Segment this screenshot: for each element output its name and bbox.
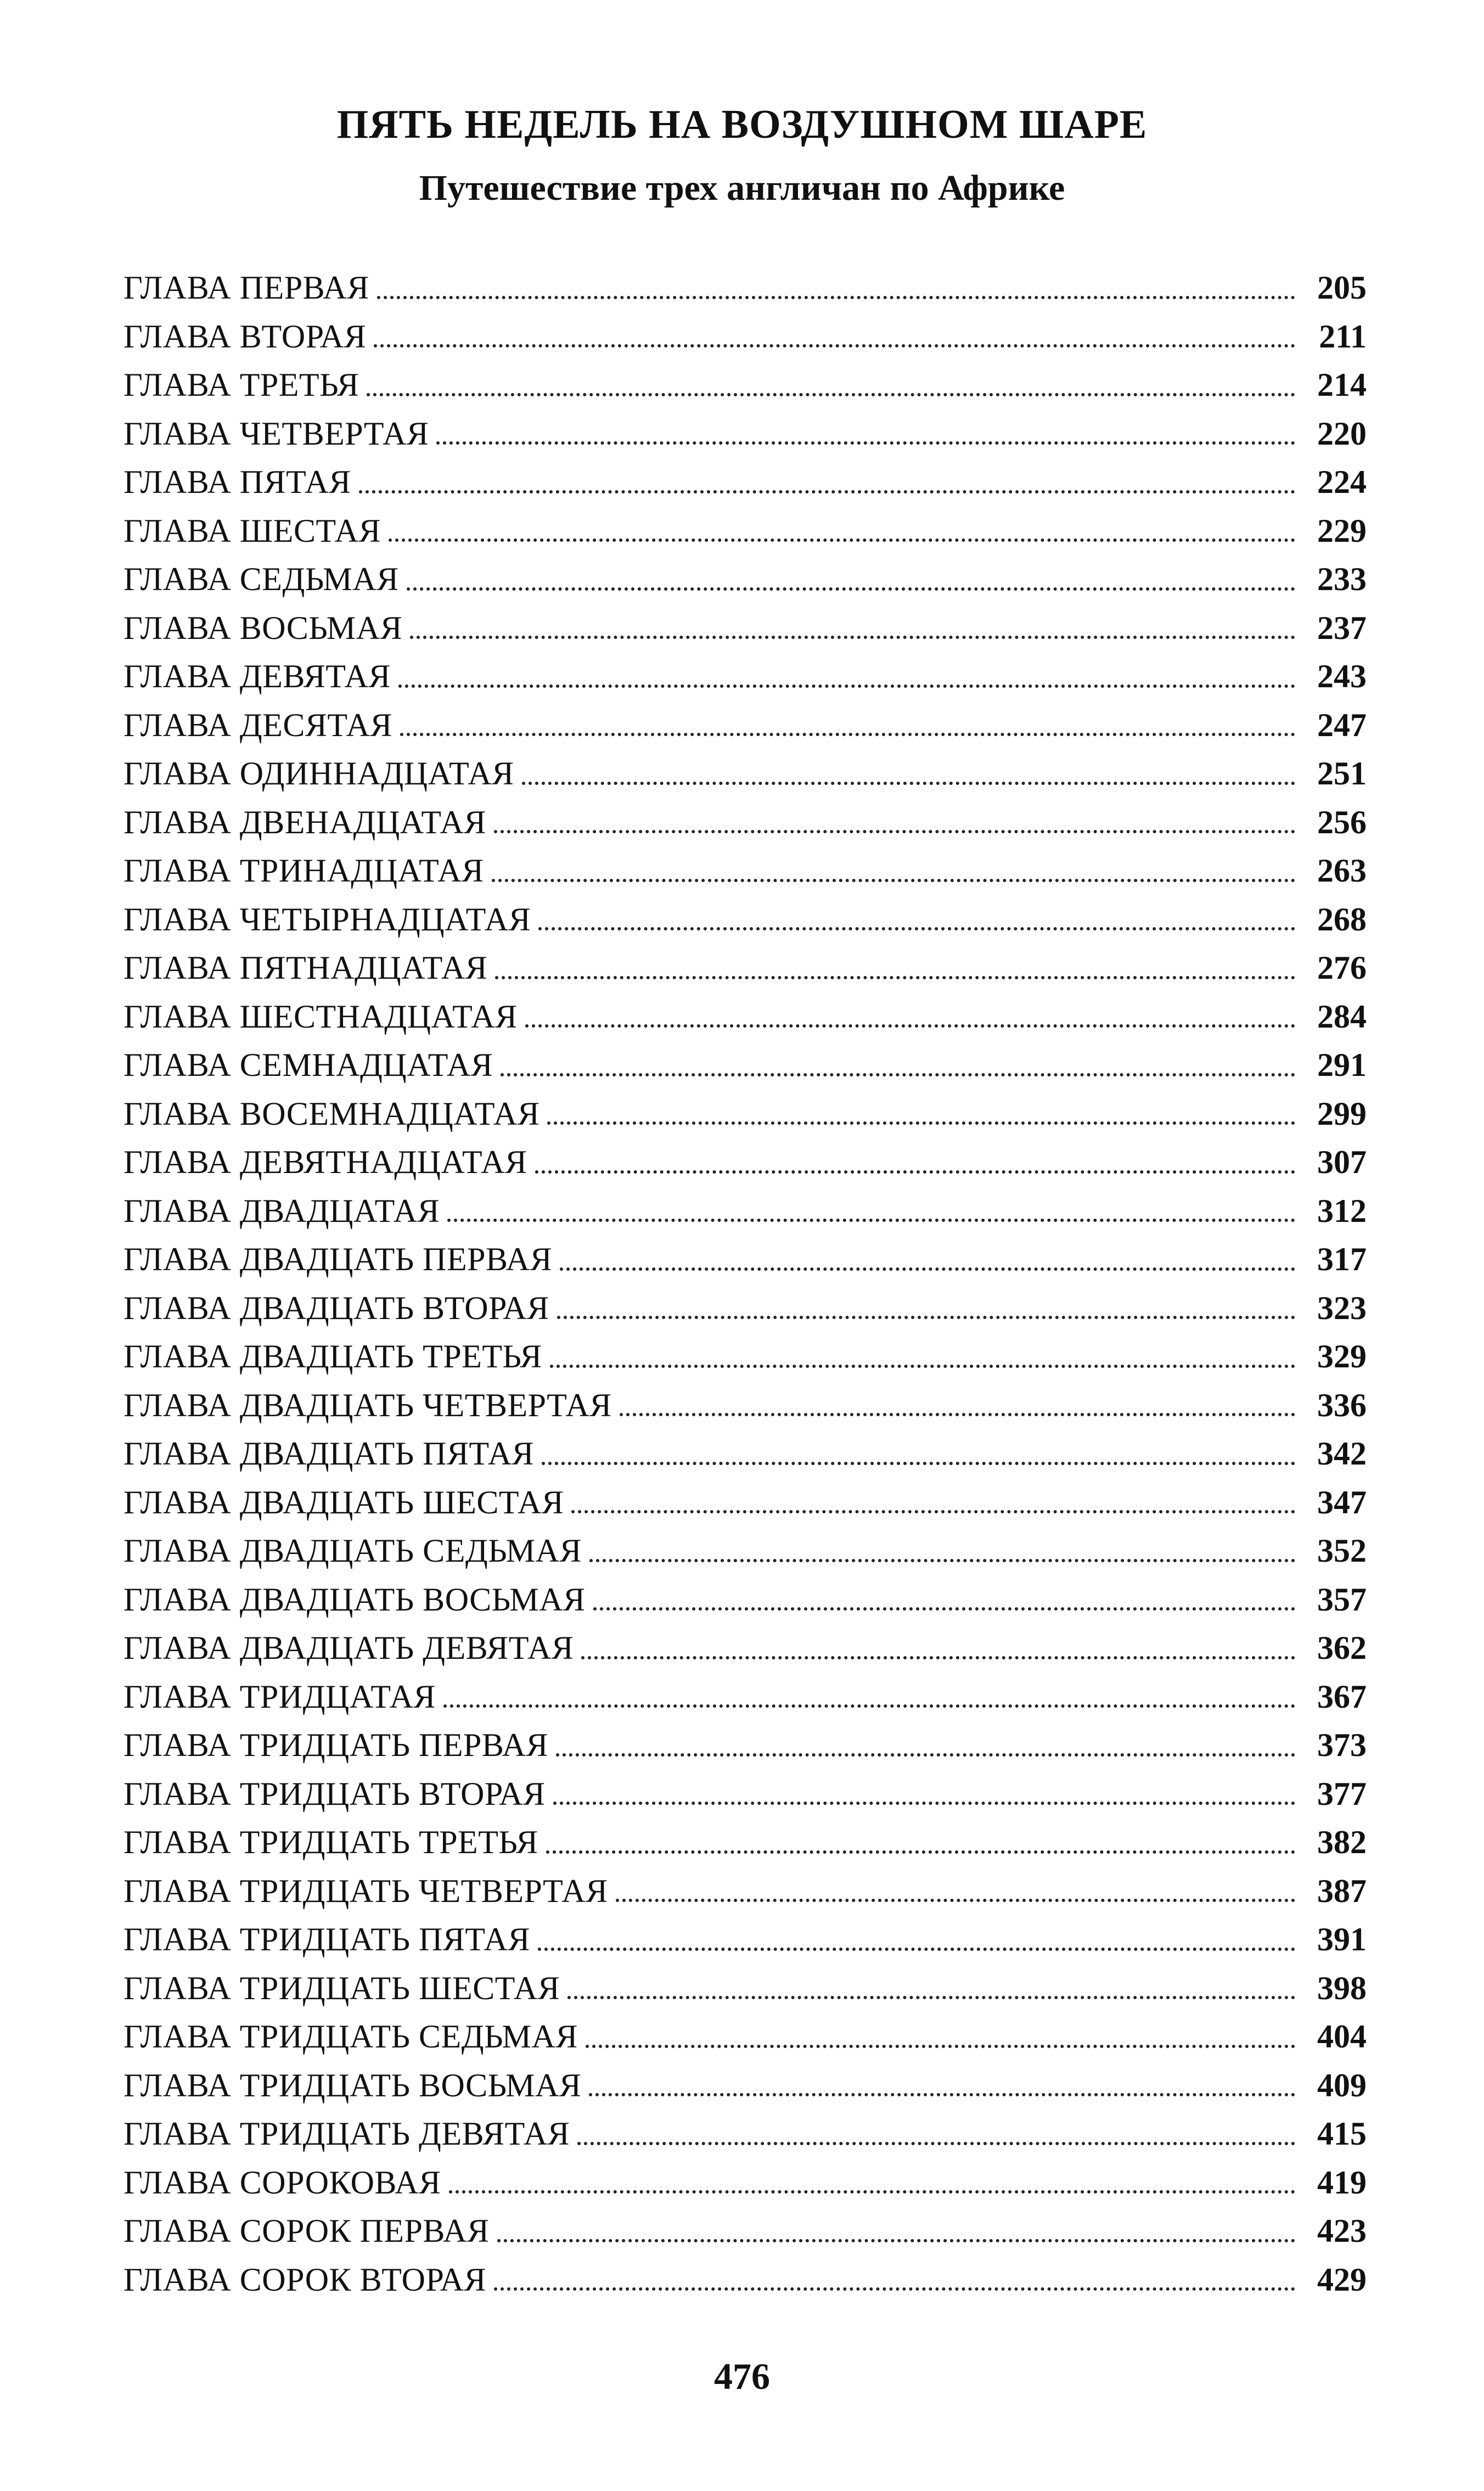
dot-leader [589, 1527, 1295, 1575]
dot-leader [571, 1478, 1295, 1527]
toc-entry-label: ГЛАВА ДВАДЦАТЬ ПЯТАЯ [123, 1435, 535, 1472]
toc-entry[interactable] [123, 2207, 1367, 2256]
toc-entry[interactable] [123, 652, 1367, 701]
toc-entry-label: ГЛАВА ШЕСТАЯ [123, 512, 381, 549]
toc-entry[interactable] [123, 1478, 1367, 1527]
toc-entry-page: 391 [1317, 1921, 1367, 1957]
dot-leader [449, 2158, 1296, 2207]
book-subtitle: Путешествие трех англичан по Африке [419, 168, 1065, 208]
toc-entry-page: 214 [1317, 367, 1367, 403]
toc-entry-label: ГЛАВА ПЯТНАДЦАТАЯ [123, 950, 488, 986]
dot-leader [547, 1090, 1295, 1138]
toc-entry-label: ГЛАВА ПЕРВАЯ [123, 270, 369, 306]
toc-entry[interactable] [123, 1235, 1367, 1284]
toc-entry[interactable] [123, 604, 1367, 653]
dot-leader [374, 312, 1295, 361]
toc-entry-label: ГЛАВА СОРОК ВТОРАЯ [123, 2261, 487, 2298]
toc-entry-label: ГЛАВА ПЯТАЯ [123, 464, 351, 500]
toc-entry-page: 220 [1317, 415, 1367, 452]
toc-entry-label: ГЛАВА ТРИДЦАТЬ ТРЕТЬЯ [123, 1824, 538, 1860]
toc-entry-page: 247 [1317, 706, 1367, 743]
toc-entry-page: 237 [1317, 609, 1367, 646]
toc-entry-label: ГЛАВА СЕДЬМАЯ [123, 561, 399, 597]
toc-entry[interactable] [123, 1673, 1367, 1721]
dot-leader [522, 749, 1295, 798]
dot-leader [495, 944, 1295, 992]
toc-entry-page: 251 [1317, 755, 1367, 792]
toc-entry[interactable] [123, 1090, 1367, 1138]
dot-leader [367, 361, 1295, 409]
toc-entry-page: 233 [1317, 561, 1367, 597]
toc-entry[interactable] [123, 409, 1367, 458]
toc-entry[interactable] [123, 555, 1367, 604]
dot-leader [586, 2012, 1295, 2061]
toc-entry-page: 404 [1317, 2018, 1367, 2055]
toc-entry[interactable] [123, 2012, 1367, 2061]
toc-entry-label: ГЛАВА ТРИДЦАТЬ СЕДЬМАЯ [123, 2018, 578, 2055]
toc-entry-label: ГЛАВА ТРИДЦАТЬ ДЕВЯТАЯ [123, 2116, 570, 2152]
toc-entry-label: ГЛАВА ДВАДЦАТЬ ВТОРАЯ [123, 1289, 549, 1326]
toc-entry-page: 382 [1317, 1824, 1367, 1860]
toc-entry-label: ГЛАВА ЧЕТЫРНАДЦАТАЯ [123, 901, 531, 938]
toc-entry[interactable] [123, 2256, 1367, 2304]
toc-entry-label: ГЛАВА ТРИДЦАТЬ ВОСЬМАЯ [123, 2067, 582, 2103]
toc-entry-page: 362 [1317, 1630, 1367, 1666]
dot-leader [359, 458, 1295, 507]
dot-leader [494, 2256, 1295, 2304]
toc-entry[interactable] [123, 312, 1367, 361]
toc-entry-label: ГЛАВА СОРОКОВАЯ [123, 2164, 441, 2201]
toc-entry-label: ГЛАВА ТРЕТЬЯ [123, 367, 359, 403]
dot-leader [542, 1429, 1295, 1478]
toc-entry-label: ГЛАВА ДЕВЯТНАДЦАТАЯ [123, 1144, 527, 1180]
toc-entry[interactable] [123, 944, 1367, 992]
toc-entry-label: ГЛАВА ДВАДЦАТЬ ДЕВЯТАЯ [123, 1630, 574, 1666]
toc-entry-label: ГЛАВА ДВАДЦАТЬ ВОСЬМАЯ [123, 1581, 586, 1618]
toc-entry[interactable] [123, 2110, 1367, 2158]
dot-leader [389, 507, 1295, 556]
toc-entry[interactable] [123, 1527, 1367, 1575]
dot-leader [616, 1867, 1295, 1916]
toc-entry[interactable] [123, 701, 1367, 750]
toc-entry-page: 268 [1317, 901, 1367, 938]
toc-entry-label: ГЛАВА ВТОРАЯ [123, 318, 367, 355]
dot-leader [557, 1284, 1295, 1333]
dot-leader [447, 1187, 1295, 1236]
toc-entry-label: ГЛАВА ДВАДЦАТЬ ШЕСТАЯ [123, 1484, 564, 1521]
dot-leader [398, 652, 1295, 701]
dot-leader [538, 895, 1295, 944]
dot-leader [436, 409, 1295, 458]
dot-leader [407, 555, 1295, 604]
toc-entry-label: ГЛАВА ТРИДЦАТЬ ВТОРАЯ [123, 1775, 546, 1812]
toc-entry-label: ГЛАВА ВОСЬМАЯ [123, 609, 403, 646]
dot-leader [581, 1624, 1295, 1673]
toc-entry-label: ГЛАВА ЧЕТВЕРТАЯ [123, 415, 429, 452]
toc-entry-label: ГЛАВА ДВАДЦАТЬ ПЕРВАЯ [123, 1241, 553, 1277]
toc-entry-label: ГЛАВА ДЕСЯТАЯ [123, 706, 392, 743]
dot-leader [560, 1235, 1295, 1284]
toc-entry-page: 284 [1317, 998, 1367, 1035]
dot-leader [567, 1964, 1295, 2013]
toc-entry[interactable] [123, 507, 1367, 556]
toc-entry-label: ГЛАВА ШЕСТНАДЦАТАЯ [123, 998, 518, 1035]
dot-leader [538, 1915, 1295, 1964]
toc-entry-label: ГЛАВА СЕМНАДЦАТАЯ [123, 1047, 493, 1083]
toc-entry-label: ГЛАВА ТРИДЦАТЬ ЧЕТВЕРТАЯ [123, 1872, 608, 1909]
toc-entry-page: 342 [1317, 1435, 1367, 1472]
toc-entry-page: 415 [1317, 2116, 1367, 2152]
toc-entry-label: ГЛАВА ТРИНАДЦАТАЯ [123, 852, 484, 889]
toc-entry-label: ГЛАВА ТРИДЦАТЬ ПЕРВАЯ [123, 1727, 548, 1763]
toc-entry-label: ГЛАВА ТРИДЦАТАЯ [123, 1678, 436, 1715]
toc-entry-page: 211 [1319, 318, 1367, 355]
dot-leader [497, 2207, 1295, 2256]
toc-entry-page: 256 [1317, 804, 1367, 840]
toc-entry-page: 329 [1317, 1338, 1367, 1374]
toc-entry-page: 224 [1317, 464, 1367, 500]
dot-leader [377, 263, 1295, 312]
toc-entry-page: 352 [1317, 1533, 1367, 1569]
toc-entry-page: 357 [1317, 1581, 1367, 1618]
toc-entry[interactable] [123, 798, 1367, 847]
toc-entry[interactable] [123, 1721, 1367, 1770]
toc-entry-page: 229 [1317, 512, 1367, 549]
toc-entry[interactable] [123, 992, 1367, 1041]
toc-entry-label: ГЛАВА ВОСЕМНАДЦАТАЯ [123, 1095, 540, 1132]
dot-leader [553, 1770, 1296, 1819]
dot-leader [620, 1381, 1295, 1430]
table-of-contents [123, 263, 1367, 2304]
toc-entry[interactable] [123, 1187, 1367, 1236]
toc-entry-page: 409 [1317, 2067, 1367, 2103]
dot-leader [492, 846, 1295, 895]
toc-entry-label: ГЛАВА ТРИДЦАТЬ ПЯТАЯ [123, 1921, 530, 1957]
toc-entry[interactable] [123, 1964, 1367, 2013]
toc-entry-label: ГЛАВА ДВАДЦАТАЯ [123, 1192, 440, 1229]
dot-leader [494, 798, 1295, 847]
toc-entry-label: ГЛАВА ОДИННАДЦАТАЯ [123, 755, 514, 792]
toc-entry[interactable] [123, 749, 1367, 798]
toc-entry-page: 243 [1317, 658, 1367, 694]
toc-entry-label: ГЛАВА ДВАДЦАТЬ ТРЕТЬЯ [123, 1338, 542, 1374]
toc-entry-label: ГЛАВА ДЕВЯТАЯ [123, 658, 391, 694]
toc-entry[interactable] [123, 361, 1367, 409]
toc-entry-page: 276 [1317, 950, 1367, 986]
toc-entry-page: 323 [1317, 1289, 1367, 1326]
toc-entry[interactable] [123, 1770, 1367, 1819]
dot-leader [589, 2061, 1295, 2110]
toc-entry-page: 377 [1317, 1775, 1367, 1812]
book-title: ПЯТЬ НЕДЕЛЬ НА ВОЗДУШНОМ ШАРЕ [336, 102, 1148, 147]
toc-entry-page: 307 [1317, 1144, 1367, 1180]
toc-entry-page: 347 [1317, 1484, 1367, 1521]
toc-entry-page: 373 [1317, 1727, 1367, 1763]
toc-entry[interactable] [123, 1818, 1367, 1867]
dot-leader [535, 1138, 1295, 1187]
toc-entry-page: 419 [1317, 2164, 1367, 2201]
toc-entry-page: 317 [1317, 1241, 1367, 1277]
toc-entry[interactable] [123, 846, 1367, 895]
dot-leader [410, 604, 1295, 653]
toc-entry-page: 398 [1317, 1970, 1367, 2006]
toc-entry-label: ГЛАВА ДВАДЦАТЬ СЕДЬМАЯ [123, 1533, 582, 1569]
toc-entry-page: 336 [1317, 1387, 1367, 1423]
dot-leader [501, 1041, 1295, 1090]
toc-entry-label: ГЛАВА СОРОК ПЕРВАЯ [123, 2213, 490, 2249]
toc-entry[interactable] [123, 263, 1367, 312]
toc-entry[interactable] [123, 1332, 1367, 1381]
dot-leader [556, 1721, 1295, 1770]
toc-entry[interactable] [123, 1429, 1367, 1478]
toc-entry[interactable] [123, 1915, 1367, 1964]
toc-entry[interactable] [123, 1575, 1367, 1624]
toc-entry[interactable] [123, 1867, 1367, 1916]
toc-entry[interactable] [123, 1138, 1367, 1187]
toc-entry-page: 291 [1317, 1047, 1367, 1083]
toc-entry-page: 312 [1317, 1192, 1367, 1229]
toc-entry[interactable] [123, 2158, 1367, 2207]
dot-leader [400, 701, 1295, 750]
toc-entry-page: 205 [1317, 270, 1367, 306]
dot-leader [577, 2110, 1295, 2158]
dot-leader [525, 992, 1295, 1041]
toc-entry[interactable] [123, 458, 1367, 507]
toc-entry[interactable] [123, 1284, 1367, 1333]
toc-entry[interactable] [123, 895, 1367, 944]
dot-leader [593, 1575, 1295, 1624]
toc-entry-label: ГЛАВА ДВЕНАДЦАТАЯ [123, 804, 486, 840]
dot-leader [443, 1673, 1295, 1721]
toc-entry-label: ГЛАВА ДВАДЦАТЬ ЧЕТВЕРТАЯ [123, 1387, 612, 1423]
toc-entry[interactable] [123, 1381, 1367, 1430]
toc-entry-label: ГЛАВА ТРИДЦАТЬ ШЕСТАЯ [123, 1970, 560, 2006]
toc-entry-page: 387 [1317, 1872, 1367, 1909]
toc-entry[interactable] [123, 2061, 1367, 2110]
toc-entry[interactable] [123, 1624, 1367, 1673]
dot-leader [546, 1818, 1295, 1867]
toc-entry[interactable] [123, 1041, 1367, 1090]
toc-entry-page: 263 [1317, 852, 1367, 889]
toc-entry-page: 367 [1317, 1678, 1367, 1715]
page-number: 476 [714, 2355, 770, 2397]
toc-entry-page: 299 [1317, 1095, 1367, 1132]
toc-entry-page: 423 [1317, 2213, 1367, 2249]
toc-entry-page: 429 [1317, 2261, 1367, 2298]
dot-leader [550, 1332, 1295, 1381]
